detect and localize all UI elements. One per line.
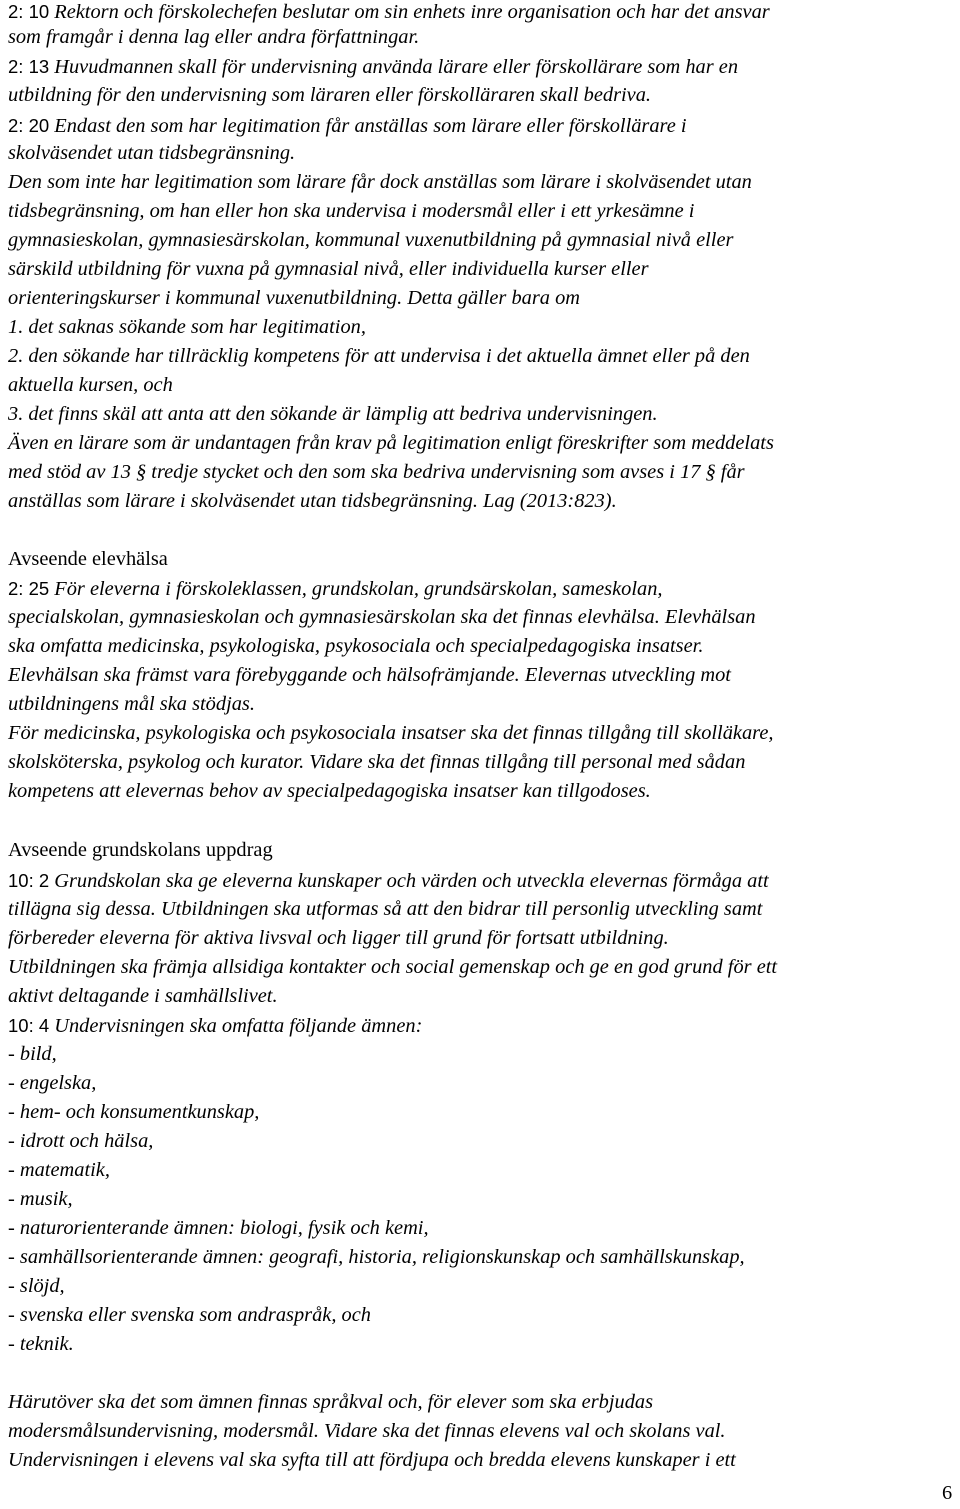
text-line: särskild utbildning för vuxna på gymnasial nivå, eller individuella kurser eller — [8, 258, 649, 280]
text-line: Elevhälsan ska främst vara förebyggande och hälsofrämjande. Elevernas utveckling mot — [8, 664, 731, 686]
text-line: förbereder eleverna för aktiva livsval och ligger till grund för fortsatt utbildning. — [8, 927, 669, 949]
text-line: anställas som lärare i skolväsendet utan tidsbegränsning. Lag (2013:823). — [8, 490, 617, 512]
text-line: För medicinska, psykologiska och psykosociala insatser ska det finnas tillgång till skolläkare, — [8, 722, 774, 744]
text-line: med stöd av 13 § tredje stycket och den som ska bedriva undervisning som avses i 17 § får — [8, 461, 745, 483]
section-heading: Avseende grundskolans uppdrag — [8, 839, 273, 861]
section-ref: 2: 25 — [8, 578, 50, 599]
text-line: orienteringskurser i kommunal vuxenutbildning. Detta gäller bara om — [8, 287, 581, 309]
text-line: Även en lärare som är undantagen från krav på legitimation enligt föreskrifter som meddelats — [8, 432, 774, 454]
list-item: - matematik, — [8, 1159, 110, 1181]
text-line: 1. det saknas sökande som har legitimation, — [8, 316, 366, 338]
text-line: tidsbegränsning, om han eller hon ska undervisa i modersmål eller i ett yrkesämne i — [8, 200, 695, 222]
section-heading: Avseende elevhälsa — [8, 548, 168, 570]
list-item: - engelska, — [8, 1072, 97, 1094]
text-line: utbildningens mål ska stödjas. — [8, 693, 255, 715]
text-line: skolsköterska, psykolog och kurator. Vidare ska det finnas tillgång till personal med sådan — [8, 751, 746, 773]
text-line: 2. den sökande har tillräcklig kompetens för att undervisa i det aktuella ämnet eller på den — [8, 345, 750, 367]
list-item: - bild, — [8, 1043, 57, 1065]
text-line: som framgår i denna lag eller andra författningar. — [8, 26, 420, 48]
list-item: - teknik. — [8, 1333, 74, 1355]
list-item: - svenska eller svenska som andraspråk, och — [8, 1304, 371, 1326]
list-item: - hem- och konsumentkunskap, — [8, 1101, 260, 1123]
text-line: aktivt deltagande i samhällslivet. — [8, 985, 278, 1007]
section-ref: 2: 13 — [8, 56, 50, 77]
list-item: - slöjd, — [8, 1275, 65, 1297]
text-line: 10: 4 Undervisningen ska omfatta följande ämnen: — [8, 1015, 423, 1037]
text-line: Utbildningen ska främja allsidiga kontakter och social gemenskap och ge en god grund för ett — [8, 956, 778, 978]
text-line: gymnasieskolan, gymnasiesärskolan, kommunal vuxenutbildning på gymnasial nivå eller — [8, 229, 734, 251]
text-line: 2: 10 Rektorn och förskolechefen beslutar om sin enhets inre organisation och har det ansvar — [8, 1, 770, 23]
text-line: tillägna sig dessa. Utbildningen ska utformas så att den bidrar till personlig utveckling samt — [8, 898, 763, 920]
page-number: 6 — [942, 1482, 953, 1504]
text-line: Härutöver ska det som ämnen finnas språkval och, för elever som ska erbjudas — [8, 1391, 654, 1413]
section-ref: 10: 2 — [8, 870, 50, 891]
text-line: 2: 13 Huvudmannen skall för undervisning använda lärare eller förskollärare som har en — [8, 56, 739, 78]
text-line: modersmålsundervisning, modersmål. Vidare ska det finnas elevens val och skolans val. — [8, 1420, 726, 1442]
text-line: ska omfatta medicinska, psykologiska, psykosociala och specialpedagogiska insatser. — [8, 635, 704, 657]
section-ref: 10: 4 — [8, 1015, 50, 1036]
text-line: Den som inte har legitimation som lärare får dock anställas som lärare i skolväsendet utan — [8, 171, 752, 193]
list-item: - musik, — [8, 1188, 73, 1210]
text-line: 3. det finns skäl att anta att den sökande är lämplig att bedriva undervisningen. — [8, 403, 658, 425]
text-line: aktuella kursen, och — [8, 374, 173, 396]
list-item: - naturorienterande ämnen: biologi, fysik och kemi, — [8, 1217, 429, 1239]
text-line: 2: 25 För eleverna i förskoleklassen, grundskolan, grundsärskolan, sameskolan, — [8, 578, 663, 600]
list-item: - samhällsorienterande ämnen: geografi, historia, religionskunskap och samhällskunskap, — [8, 1246, 745, 1268]
text-line: specialskolan, gymnasieskolan och gymnasiesärskolan ska det finnas elevhälsa. Elevhälsan — [8, 606, 756, 628]
text-line: utbildning för den undervisning som läraren eller förskolläraren skall bedriva. — [8, 84, 652, 106]
section-ref: 2: 20 — [8, 115, 50, 136]
text-line: 10: 2 Grundskolan ska ge eleverna kunskaper och värden och utveckla elevernas förmåga att — [8, 870, 769, 892]
text-line: 2: 20 Endast den som har legitimation får anställas som lärare eller förskollärare i — [8, 115, 687, 137]
text-line: kompetens att elevernas behov av specialpedagogiska insatser kan tillgodoses. — [8, 780, 651, 802]
text-line: Undervisningen i elevens val ska syfta till att fördjupa och bredda elevens kunskaper i ett — [8, 1449, 736, 1471]
text-line: skolväsendet utan tidsbegränsning. — [8, 142, 296, 164]
section-ref: 2: 10 — [8, 1, 50, 22]
list-item: - idrott och hälsa, — [8, 1130, 154, 1152]
